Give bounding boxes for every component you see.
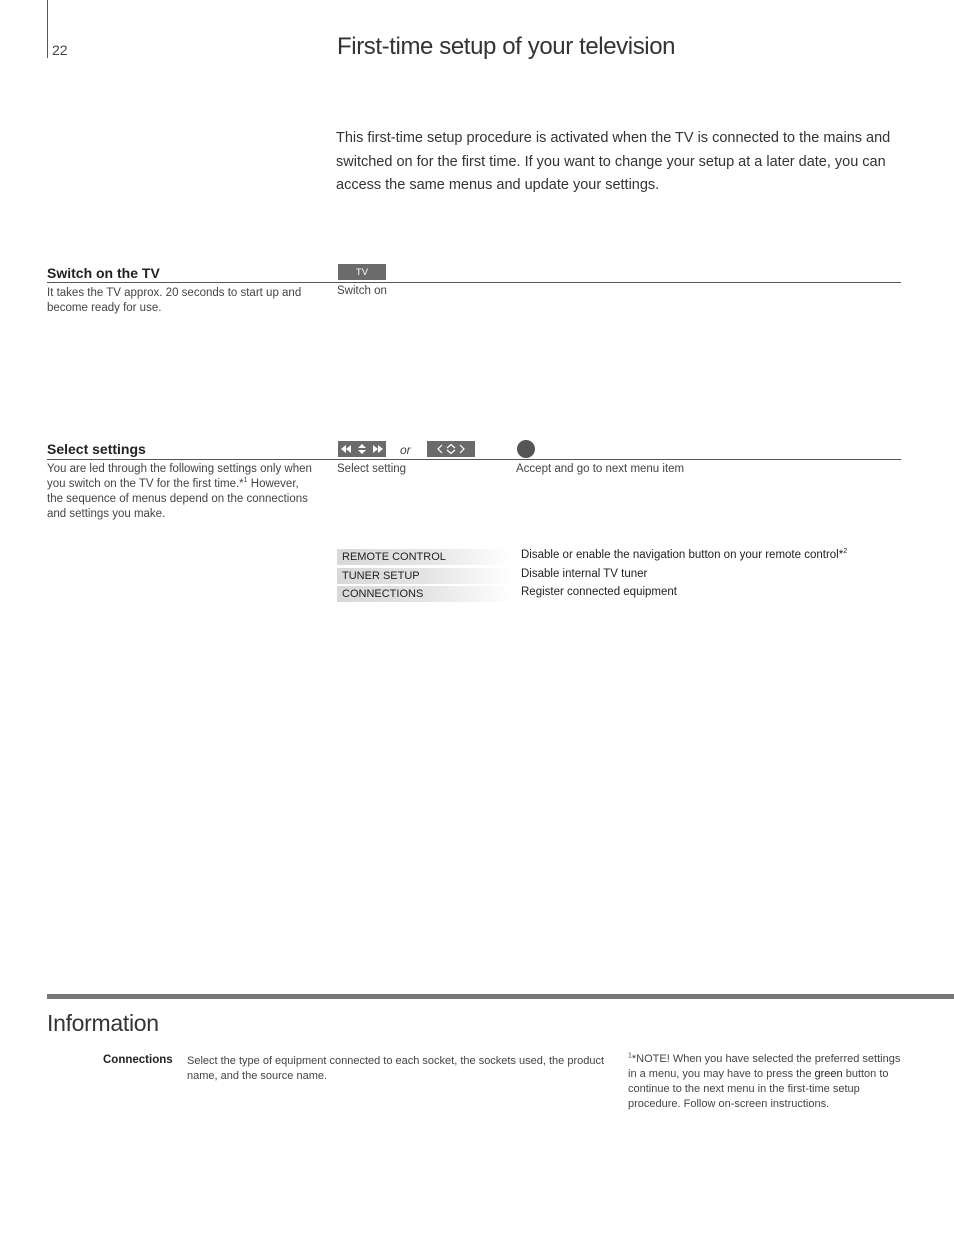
- menu-item-remote-control: REMOTE CONTROL: [337, 549, 512, 565]
- description-part2: However, the sequence of menus depend on the connections and settings you make.: [47, 478, 308, 520]
- or-text: or: [400, 443, 411, 457]
- menu-item-connections: CONNECTIONS: [337, 586, 512, 602]
- green-button-icon: [517, 440, 535, 458]
- tv-key-label: TV: [355, 266, 369, 278]
- accept-action: Accept and go to next menu item: [516, 463, 685, 475]
- switch-on-action: Switch on: [337, 285, 387, 297]
- footnote-ref-1: 1: [243, 477, 248, 485]
- information-heading: Information: [47, 1010, 159, 1036]
- menu-desc-connections: Register connected equipment: [521, 586, 677, 598]
- footnote-ref-2: 2: [843, 548, 848, 556]
- switch-on-rule: [47, 282, 901, 283]
- note-part2: button to continue to the next menu in the first-time setup procedure. Follow on-screen instructions.: [628, 1068, 889, 1110]
- page-title: First-time setup of your television: [337, 33, 676, 60]
- connections-label: Connections: [103, 1054, 173, 1066]
- switch-on-heading: Switch on the TV: [47, 265, 160, 281]
- note-sup: 1: [628, 1052, 632, 1060]
- menu-desc-tuner-setup: Disable internal TV tuner: [521, 568, 648, 580]
- tv-key: [338, 264, 386, 280]
- note-part1: *NOTE! When you have selected the preferred settings in a menu, you may have to press the: [628, 1053, 901, 1080]
- menu-item-tuner-setup: TUNER SETUP: [337, 568, 512, 584]
- connections-text: Select the type of equipment connected to each socket, the sockets used, the product name, and the source name.: [187, 1055, 605, 1082]
- switch-on-description: It takes the TV approx. 20 seconds to start up and become ready for use.: [47, 287, 302, 314]
- intro-paragraph: This first-time setup procedure is activated when the TV is connected to the mains and switched on for the first time. If you want to change your setup at a later date, you can access the same menus and update your settings.: [336, 130, 891, 193]
- wheel-glyph: [429, 443, 473, 455]
- arrows-glyph: [340, 443, 384, 455]
- select-setting-action: Select setting: [337, 463, 407, 475]
- information-rule: [47, 994, 954, 999]
- menu-desc-remote-control: [521, 549, 847, 561]
- rewind-up-down-forward-icon: [338, 441, 386, 457]
- note-green-word: green: [814, 1068, 843, 1080]
- select-settings-description: [47, 462, 317, 522]
- description-part1: You are led through the following settings only when you switch on the TV for the first time.*: [47, 463, 312, 490]
- select-settings-heading: Select settings: [47, 441, 146, 457]
- page-number: 22: [52, 42, 68, 58]
- select-settings-rule: [47, 459, 901, 460]
- menu-desc-text: Disable or enable the navigation button on your remote control*: [521, 549, 844, 561]
- footnote-note: [628, 1052, 903, 1112]
- navigation-wheel-icon: [427, 441, 475, 457]
- margin-line: [47, 0, 48, 58]
